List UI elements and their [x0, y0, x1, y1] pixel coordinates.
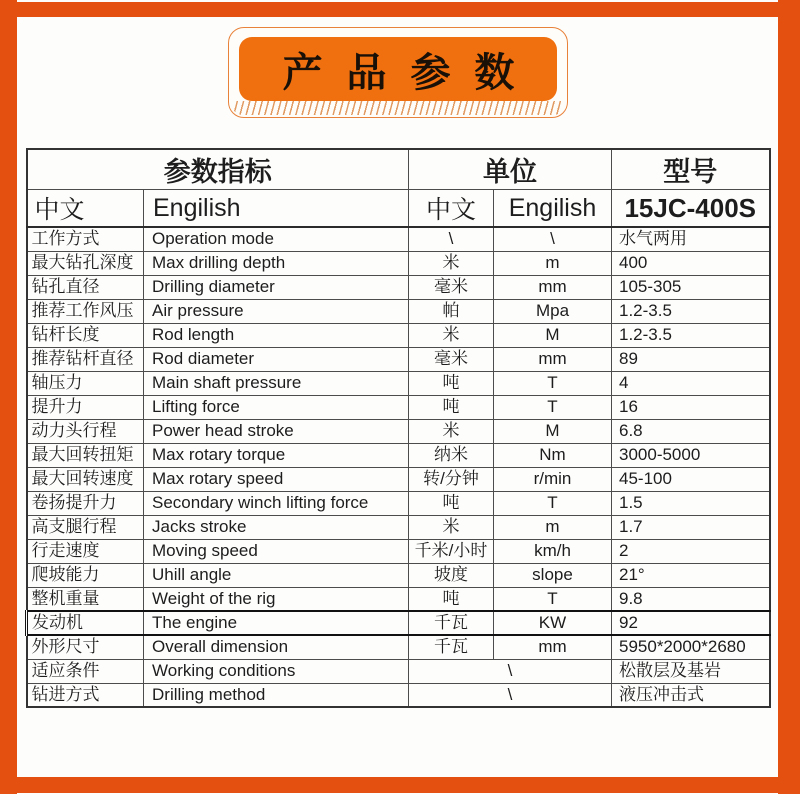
- table-row: [27, 227, 770, 251]
- unit-cn-cell: 米: [409, 515, 494, 539]
- param-name-cn-cell: 爬坡能力: [27, 563, 144, 587]
- param-name-cn-cell: 卷扬提升力: [27, 491, 144, 515]
- header-unit-group: 单位: [409, 149, 612, 190]
- unit-en-cell: mm: [494, 347, 612, 371]
- table-row: [27, 659, 770, 683]
- spec-value-cell: 21°: [612, 563, 770, 587]
- param-name-cn-cell: 最大回转速度: [27, 467, 144, 491]
- spec-value-cell: 松散层及基岩: [612, 659, 770, 683]
- spec-value-cell: 89: [612, 347, 770, 371]
- param-name-cn-cell: 推荐工作风压: [27, 299, 144, 323]
- unit-en-cell: Mpa: [494, 299, 612, 323]
- unit-cn-cell: \: [409, 683, 612, 707]
- spec-value-cell: 9.8: [612, 587, 770, 611]
- banner-hatch-shadow: [232, 101, 564, 115]
- unit-en-cell: mm: [494, 275, 612, 299]
- table-sub-header-row: [27, 190, 770, 228]
- param-name-en-cell: Max rotary speed: [144, 467, 409, 491]
- unit-en-cell: KW: [494, 611, 612, 635]
- table-row: [27, 419, 770, 443]
- param-name-en-cell: Overall dimension: [144, 635, 409, 659]
- frame-right-bar: [778, 0, 800, 794]
- table-row: [27, 539, 770, 563]
- table-row: [27, 563, 770, 587]
- parameter-table: [25, 148, 771, 708]
- spec-value-cell: 1.2-3.5: [612, 299, 770, 323]
- param-name-cn-cell: 钻杆长度: [27, 323, 144, 347]
- param-name-cn-cell: 最大回转扭矩: [27, 443, 144, 467]
- table-group-header-row: [27, 149, 770, 190]
- table-row: [27, 515, 770, 539]
- spec-value-cell: 2: [612, 539, 770, 563]
- unit-cn-cell: 吨: [409, 395, 494, 419]
- param-name-en-cell: Max drilling depth: [144, 251, 409, 275]
- spec-value-cell: 3000-5000: [612, 443, 770, 467]
- spec-value-cell: 1.5: [612, 491, 770, 515]
- unit-cn-cell: 米: [409, 251, 494, 275]
- unit-en-cell: M: [494, 419, 612, 443]
- param-name-en-cell: Moving speed: [144, 539, 409, 563]
- unit-cn-cell: \: [409, 227, 494, 251]
- table-row: [27, 347, 770, 371]
- unit-en-cell: T: [494, 371, 612, 395]
- table-row: [27, 323, 770, 347]
- table-row: [27, 275, 770, 299]
- unit-en-cell: Nm: [494, 443, 612, 467]
- spec-value-cell: 6.8: [612, 419, 770, 443]
- param-name-cn-cell: 钻孔直径: [27, 275, 144, 299]
- unit-cn-cell: 毫米: [409, 275, 494, 299]
- unit-cn-cell: \: [409, 659, 612, 683]
- table-row: [27, 467, 770, 491]
- table-row: [27, 491, 770, 515]
- unit-en-cell: m: [494, 251, 612, 275]
- table-row: [27, 251, 770, 275]
- param-name-cn-cell: 最大钻孔深度: [27, 251, 144, 275]
- unit-cn-cell: 坡度: [409, 563, 494, 587]
- table-row: [27, 299, 770, 323]
- unit-en-cell: T: [494, 587, 612, 611]
- spec-value-cell: 液压冲击式: [612, 683, 770, 707]
- spec-value-cell: 105-305: [612, 275, 770, 299]
- spec-value-cell: 92: [612, 611, 770, 635]
- spec-value-cell: 1.7: [612, 515, 770, 539]
- spec-value-cell: 5950*2000*2680: [612, 635, 770, 659]
- title-banner: [228, 27, 568, 118]
- param-table-body: [27, 227, 770, 707]
- unit-en-cell: km/h: [494, 539, 612, 563]
- table-row: [27, 683, 770, 707]
- table-row: [27, 587, 770, 611]
- param-name-cn-cell: 提升力: [27, 395, 144, 419]
- header-unit-en: Engilish: [494, 190, 612, 228]
- table-row: [27, 635, 770, 659]
- page-title: 产 品 参 数: [282, 48, 520, 96]
- param-name-en-cell: Drilling diameter: [144, 275, 409, 299]
- param-name-cn-cell: 外形尺寸: [27, 635, 144, 659]
- frame-top-bar: [0, 2, 800, 17]
- param-name-cn-cell: 工作方式: [27, 227, 144, 251]
- param-name-en-cell: Rod diameter: [144, 347, 409, 371]
- unit-cn-cell: 吨: [409, 587, 494, 611]
- param-name-en-cell: Operation mode: [144, 227, 409, 251]
- param-name-en-cell: Secondary winch lifting force: [144, 491, 409, 515]
- frame-left-bar: [0, 0, 17, 794]
- param-name-cn-cell: 高支腿行程: [27, 515, 144, 539]
- unit-cn-cell: 纳米: [409, 443, 494, 467]
- param-name-en-cell: Rod length: [144, 323, 409, 347]
- unit-cn-cell: 米: [409, 419, 494, 443]
- spec-value-cell: 16: [612, 395, 770, 419]
- param-name-en-cell: Weight of the rig: [144, 587, 409, 611]
- param-name-cn-cell: 适应条件: [27, 659, 144, 683]
- spec-value-cell: 1.2-3.5: [612, 323, 770, 347]
- frame-bottom-bar: [0, 777, 800, 793]
- param-name-cn-cell: 行走速度: [27, 539, 144, 563]
- param-name-cn-cell: 钻进方式: [27, 683, 144, 707]
- unit-cn-cell: 千瓦: [409, 611, 494, 635]
- unit-cn-cell: 帕: [409, 299, 494, 323]
- unit-cn-cell: 吨: [409, 371, 494, 395]
- unit-cn-cell: 转/分钟: [409, 467, 494, 491]
- table-row: [27, 371, 770, 395]
- header-unit-cn: 中文: [409, 190, 494, 228]
- spec-value-cell: 4: [612, 371, 770, 395]
- param-name-cn-cell: 整机重量: [27, 587, 144, 611]
- param-name-en-cell: Lifting force: [144, 395, 409, 419]
- unit-cn-cell: 千米/小时: [409, 539, 494, 563]
- header-param-group: 参数指标: [27, 149, 409, 190]
- table-row: [27, 611, 770, 635]
- unit-en-cell: mm: [494, 635, 612, 659]
- unit-en-cell: M: [494, 323, 612, 347]
- unit-en-cell: m: [494, 515, 612, 539]
- table-row: [27, 443, 770, 467]
- unit-en-cell: r/min: [494, 467, 612, 491]
- param-name-en-cell: Max rotary torque: [144, 443, 409, 467]
- unit-en-cell: slope: [494, 563, 612, 587]
- banner-plate: [239, 37, 557, 101]
- param-name-en-cell: Drilling method: [144, 683, 409, 707]
- unit-cn-cell: 米: [409, 323, 494, 347]
- unit-en-cell: T: [494, 395, 612, 419]
- param-name-en-cell: Working conditions: [144, 659, 409, 683]
- param-name-cn-cell: 推荐钻杆直径: [27, 347, 144, 371]
- unit-cn-cell: 毫米: [409, 347, 494, 371]
- param-name-en-cell: Power head stroke: [144, 419, 409, 443]
- spec-value-cell: 水气两用: [612, 227, 770, 251]
- unit-cn-cell: 吨: [409, 491, 494, 515]
- param-name-cn-cell: 动力头行程: [27, 419, 144, 443]
- param-name-en-cell: Air pressure: [144, 299, 409, 323]
- spec-value-cell: 400: [612, 251, 770, 275]
- param-name-en-cell: Uhill angle: [144, 563, 409, 587]
- spec-value-cell: 45-100: [612, 467, 770, 491]
- header-model-code: 15JC-400S: [612, 190, 770, 228]
- param-name-en-cell: Main shaft pressure: [144, 371, 409, 395]
- unit-cn-cell: 千瓦: [409, 635, 494, 659]
- header-param-cn: 中文: [27, 190, 144, 228]
- unit-en-cell: T: [494, 491, 612, 515]
- param-name-en-cell: The engine: [144, 611, 409, 635]
- unit-en-cell: \: [494, 227, 612, 251]
- header-param-en: Engilish: [144, 190, 409, 228]
- table-row: [27, 395, 770, 419]
- header-model-group: 型号: [612, 149, 770, 190]
- param-name-en-cell: Jacks stroke: [144, 515, 409, 539]
- param-name-cn-cell: 轴压力: [27, 371, 144, 395]
- param-name-cn-cell: 发动机: [27, 611, 144, 635]
